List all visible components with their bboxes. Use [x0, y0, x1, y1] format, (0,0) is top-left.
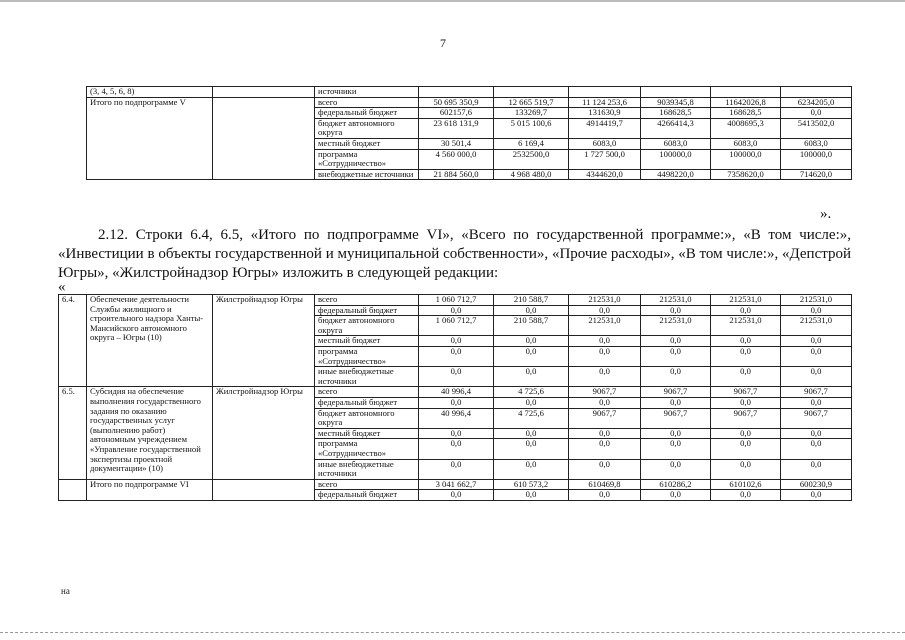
value-cell: 0,0 [641, 490, 711, 501]
bottom-scan-edge [0, 632, 905, 634]
value-cell: 6234205,0 [781, 97, 852, 108]
value-cell: 7358620,0 [711, 169, 781, 180]
value-cell: 0,0 [711, 397, 781, 408]
value-cell: 40 996,4 [419, 408, 494, 428]
value-cell: 0,0 [419, 459, 494, 479]
closing-quote: ». [820, 206, 832, 222]
value-cell: 4498220,0 [641, 169, 711, 180]
value-cell: 168628,5 [711, 108, 781, 119]
footer-text: на [61, 586, 70, 596]
value-cell: 168628,5 [641, 108, 711, 119]
value-cell: 9067,7 [569, 408, 641, 428]
value-cell: 0,0 [494, 346, 569, 366]
value-cell: 714620,0 [781, 169, 852, 180]
value-cell: 9067,7 [781, 408, 852, 428]
value-cell: 12 665 519,7 [494, 97, 569, 108]
category-cell: местный бюджет [315, 336, 419, 347]
item-number: 6.5. [59, 387, 87, 479]
value-cell: 0,0 [494, 428, 569, 439]
table-subprogram-v [86, 86, 852, 180]
value-cell: 0,0 [781, 336, 852, 347]
value-cell [494, 87, 569, 98]
category-cell: внебюджетные источники [315, 169, 419, 180]
value-cell: 100000,0 [711, 149, 781, 169]
value-cell: 9067,7 [781, 387, 852, 398]
table-cell [213, 97, 315, 180]
value-cell: 0,0 [569, 367, 641, 387]
category-cell: всего [315, 97, 419, 108]
value-cell: 100000,0 [641, 149, 711, 169]
item-name: Субсидия на обеспечение выполнения государственного задания по оказанию государственных услуг (выполнению работ) автономным учреждением «Управление государственной экспертизы проектной документации» (10) [87, 387, 213, 479]
category-cell: федеральный бюджет [315, 305, 419, 316]
value-cell: 0,0 [781, 428, 852, 439]
item-executor: Жилстройнадзор Югры [213, 387, 315, 479]
value-cell: 9039345,8 [641, 97, 711, 108]
value-cell: 212531,0 [711, 316, 781, 336]
value-cell: 1 060 712,7 [419, 316, 494, 336]
value-cell: 212531,0 [569, 316, 641, 336]
value-cell [641, 87, 711, 98]
value-cell: 0,0 [641, 367, 711, 387]
value-cell: 0,0 [494, 336, 569, 347]
value-cell: 5413502,0 [781, 118, 852, 138]
value-cell: 1 060 712,7 [419, 295, 494, 306]
value-cell: 0,0 [781, 439, 852, 459]
value-cell: 0,0 [569, 397, 641, 408]
value-cell: 0,0 [419, 367, 494, 387]
category-cell: программа «Сотрудничество» [315, 346, 419, 366]
value-cell: 212531,0 [781, 316, 852, 336]
category-cell: бюджет автономного округа [315, 118, 419, 138]
value-cell: 0,0 [711, 428, 781, 439]
value-cell: 0,0 [781, 305, 852, 316]
value-cell: 2532500,0 [494, 149, 569, 169]
value-cell: 23 618 131,9 [419, 118, 494, 138]
value-cell: 9067,7 [711, 387, 781, 398]
value-cell: 6083,0 [569, 138, 641, 149]
value-cell: 6083,0 [781, 138, 852, 149]
value-cell: 0,0 [494, 439, 569, 459]
value-cell: 4008695,3 [711, 118, 781, 138]
page-number: 7 [440, 36, 446, 50]
value-cell: 0,0 [781, 459, 852, 479]
value-cell: 0,0 [781, 367, 852, 387]
category-cell: иные внебюджетные источники [315, 367, 419, 387]
item-name: Итого по подпрограмме VI [87, 479, 213, 500]
value-cell: 212531,0 [641, 295, 711, 306]
value-cell: 0,0 [711, 346, 781, 366]
value-cell: 6 169,4 [494, 138, 569, 149]
value-cell: 0,0 [711, 336, 781, 347]
item-number [59, 479, 87, 500]
value-cell: 0,0 [419, 397, 494, 408]
value-cell: 0,0 [419, 305, 494, 316]
value-cell: 131630,9 [569, 108, 641, 119]
value-cell: 610469,8 [569, 479, 641, 490]
value-cell [711, 87, 781, 98]
value-cell: 0,0 [641, 346, 711, 366]
category-cell: источники [315, 87, 419, 98]
value-cell: 5 015 100,6 [494, 118, 569, 138]
table-cell [213, 87, 315, 98]
value-cell: 0,0 [569, 336, 641, 347]
category-cell: федеральный бюджет [315, 490, 419, 501]
category-cell: всего [315, 295, 419, 306]
value-cell: 210 588,7 [494, 316, 569, 336]
value-cell: 0,0 [781, 346, 852, 366]
category-cell: всего [315, 479, 419, 490]
category-cell: бюджет автономного округа [315, 408, 419, 428]
category-cell: программа «Сотрудничество» [315, 149, 419, 169]
value-cell: 133269,7 [494, 108, 569, 119]
value-cell: 4914419,7 [569, 118, 641, 138]
value-cell: 0,0 [781, 108, 852, 119]
value-cell: 4344620,0 [569, 169, 641, 180]
value-cell: 4 725,6 [494, 387, 569, 398]
amendment-paragraph: 2.12. Строки 6.4, 6.5, «Итого по подпрограмме VI», «Всего по государственной программе:», «В том числе:», «Инвестиции в объекты государственной и муниципальной собственности», «Прочие расходы», «В том числе:», «Депстрой Югры», «Жилстройнадзор Югры» изложить в следующей редакции: [58, 227, 851, 281]
value-cell: 212531,0 [641, 316, 711, 336]
value-cell: 600230,9 [781, 479, 852, 490]
value-cell: 4 968 480,0 [494, 169, 569, 180]
table-row [87, 97, 852, 108]
item-executor: Жилстройнадзор Югры [213, 295, 315, 387]
value-cell: 0,0 [641, 305, 711, 316]
category-cell: программа «Сотрудничество» [315, 439, 419, 459]
value-cell: 6083,0 [641, 138, 711, 149]
value-cell: 0,0 [641, 428, 711, 439]
value-cell: 0,0 [419, 428, 494, 439]
value-cell: 602157,6 [419, 108, 494, 119]
category-cell: местный бюджет [315, 428, 419, 439]
value-cell: 0,0 [711, 367, 781, 387]
category-cell: бюджет автономного округа [315, 316, 419, 336]
table-row [59, 479, 852, 490]
value-cell: 11642026,8 [711, 97, 781, 108]
value-cell: 4 560 000,0 [419, 149, 494, 169]
value-cell: 0,0 [711, 459, 781, 479]
value-cell: 30 501,4 [419, 138, 494, 149]
value-cell: 0,0 [641, 397, 711, 408]
item-number: 6.4. [59, 295, 87, 387]
table-row [59, 295, 852, 306]
value-cell: 0,0 [569, 428, 641, 439]
value-cell: 1 727 500,0 [569, 149, 641, 169]
value-cell: 6083,0 [711, 138, 781, 149]
value-cell: 0,0 [711, 490, 781, 501]
value-cell: 0,0 [419, 490, 494, 501]
value-cell: 100000,0 [781, 149, 852, 169]
value-cell: 9067,7 [569, 387, 641, 398]
value-cell: 0,0 [569, 459, 641, 479]
item-name: Обеспечение деятельности Службы жилищного и строительного надзора Ханты-Мансийского автономного округа – Югры (10) [87, 295, 213, 387]
category-cell: местный бюджет [315, 138, 419, 149]
value-cell: 0,0 [494, 305, 569, 316]
table-cell: (3, 4, 5, 6, 8) [87, 87, 213, 98]
value-cell: 610 573,2 [494, 479, 569, 490]
value-cell: 0,0 [569, 305, 641, 316]
value-cell: 0,0 [781, 397, 852, 408]
value-cell: 9067,7 [641, 408, 711, 428]
value-cell: 50 695 350,9 [419, 97, 494, 108]
value-cell: 9067,7 [711, 408, 781, 428]
value-cell: 0,0 [569, 490, 641, 501]
value-cell: 0,0 [419, 439, 494, 459]
value-cell: 0,0 [641, 439, 711, 459]
top-scan-edge [0, 0, 905, 2]
opening-quote: « [58, 279, 66, 295]
value-cell: 212531,0 [711, 295, 781, 306]
value-cell: 0,0 [711, 305, 781, 316]
value-cell: 610102,6 [711, 479, 781, 490]
value-cell: 0,0 [569, 439, 641, 459]
value-cell: 0,0 [494, 459, 569, 479]
value-cell: 3 041 662,7 [419, 479, 494, 490]
value-cell: 0,0 [781, 490, 852, 501]
value-cell: 0,0 [419, 336, 494, 347]
value-cell: 0,0 [494, 367, 569, 387]
value-cell: 0,0 [419, 346, 494, 366]
value-cell [781, 87, 852, 98]
value-cell: 4266414,3 [641, 118, 711, 138]
value-cell: 9067,7 [641, 387, 711, 398]
value-cell: 0,0 [711, 439, 781, 459]
value-cell: 0,0 [641, 336, 711, 347]
value-cell: 0,0 [494, 397, 569, 408]
table-row [87, 87, 852, 98]
category-cell: федеральный бюджет [315, 397, 419, 408]
value-cell: 212531,0 [781, 295, 852, 306]
value-cell: 4 725,6 [494, 408, 569, 428]
value-cell: 210 588,7 [494, 295, 569, 306]
category-cell: всего [315, 387, 419, 398]
value-cell: 40 996,4 [419, 387, 494, 398]
value-cell: 0,0 [494, 490, 569, 501]
table-subprogram-vi [58, 294, 852, 501]
category-cell: федеральный бюджет [315, 108, 419, 119]
category-cell: иные внебюджетные источники [315, 459, 419, 479]
value-cell: 0,0 [569, 346, 641, 366]
value-cell: 0,0 [641, 459, 711, 479]
value-cell: 610286,2 [641, 479, 711, 490]
value-cell [569, 87, 641, 98]
value-cell: 11 124 253,6 [569, 97, 641, 108]
row-title: Итого по подпрограмме V [87, 97, 213, 180]
table-row [59, 387, 852, 398]
item-executor [213, 479, 315, 500]
value-cell [419, 87, 494, 98]
value-cell: 21 884 560,0 [419, 169, 494, 180]
value-cell: 212531,0 [569, 295, 641, 306]
